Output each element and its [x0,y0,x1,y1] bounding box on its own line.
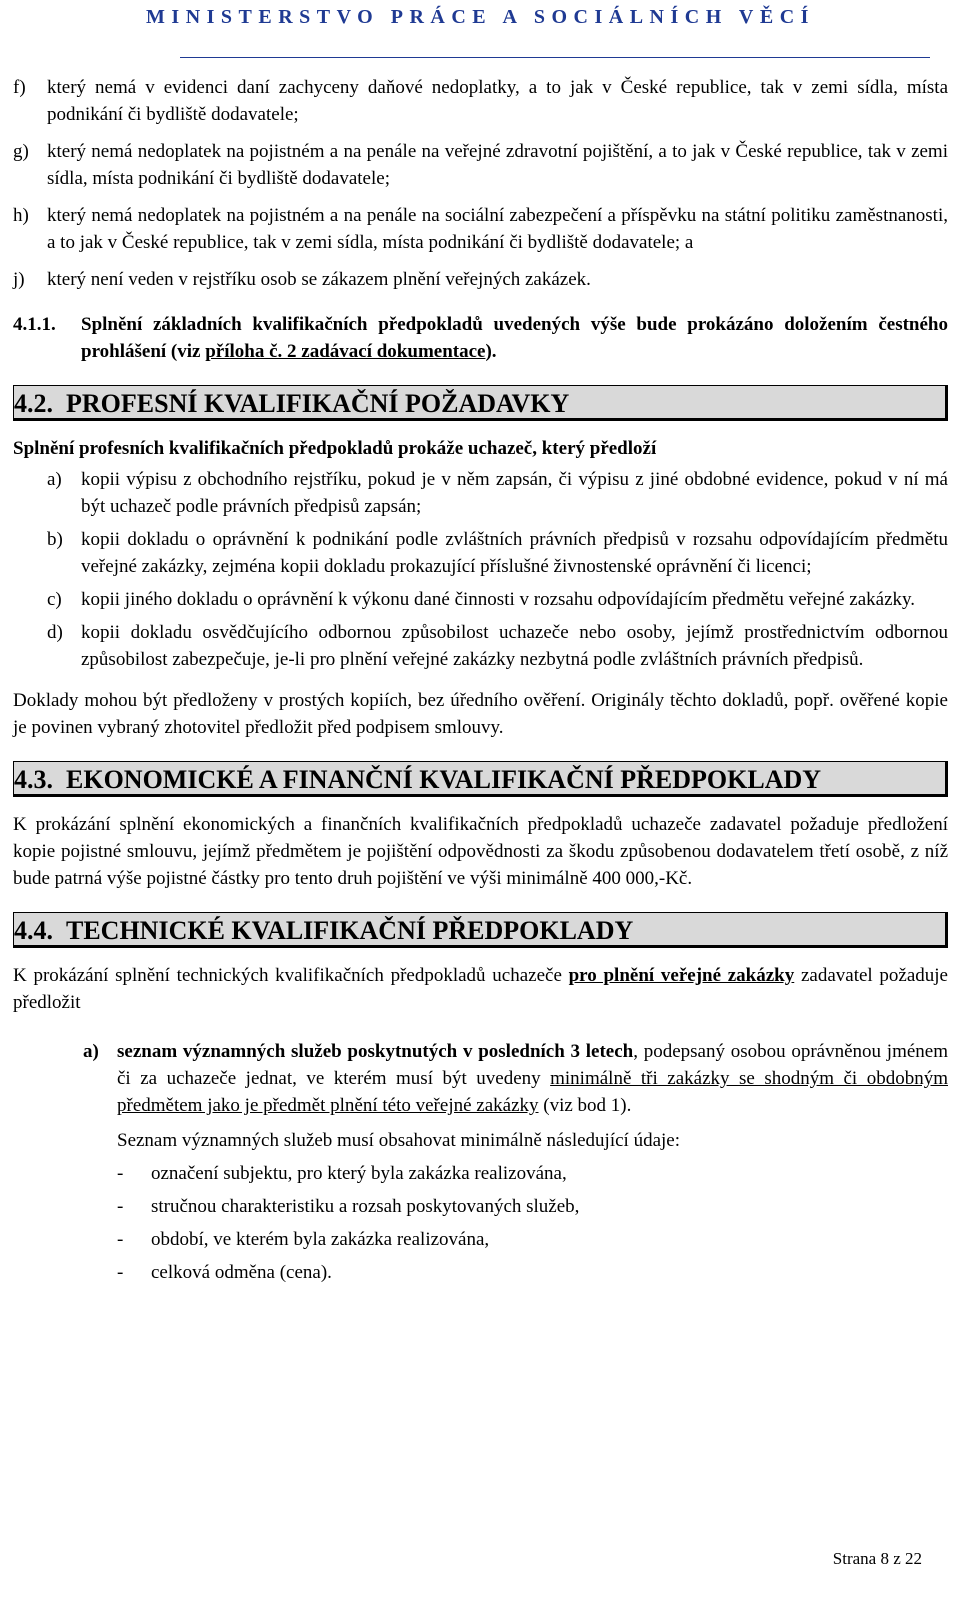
professional-list [47,466,948,673]
list-item: h) který nemá nedoplatek na pojistném a na penále na sociální zabezpečení a příspěvku na státní politiku zaměstnanosti, a to jak v České republice, tak v zemi sídla, místa podnikání či bydliště dodavatele; a [13,205,948,253]
technical-item: a) seznam významných služeb poskytnutých v posledních 3 letech, podepsaný osobou oprávněnou jménem či za uchazeče jednat, ve kterém musí být uvedeny minimálně tři zakázky se shodným či obdobným předmětem jako je předmět plnění této veřejné zakázky (viz bod 1). [83,1041,948,1116]
dash-list [117,1160,948,1286]
page-number: Strana 8 z 22 [832,1549,922,1568]
section-heading-4-3: 4.3. EKONOMICKÉ A FINANČNÍ KVALIFIKAČNÍ PŘEDPOKLADY [13,761,948,797]
list-item: - stručnou charakteristiku a rozsah poskytovaných služeb, [117,1196,580,1217]
list-item: g) který nemá nedoplatek na pojistném a na penále na veřejné zdravotní pojištění, a to jak v České republice, tak v zemi sídla, místa podnikání či bydliště dodavatele; [13,141,948,189]
list-item: c) kopii jiného dokladu o oprávnění k výkonu dané činnosti v rozsahu odpovídajícím předmětu veřejné zakázky. [47,589,916,610]
economic-paragraph: K prokázání splnění ekonomických a finančních kvalifikačních předpokladů uchazeče zadavatel požaduje předložení kopie pojistné smlouvu, jejímž předmětem je pojištění odpovědnosti za škodu způsobenou dodavatelem třetí osobě, z níž bude patrná výše pojistné částky pro tento druh pojištění ve výši minimálně 400 000,-Kč. [13,814,948,889]
note-paragraph: Doklady mohou být předloženy v prostých kopiích, bez úředního ověření. Originály těchto dokladů, popř. ověřené kopie je povinen vybraný zhotovitel předložit před podpisem smlouvy. [13,690,948,738]
list-item: a) kopii výpisu z obchodního rejstříku, pokud je v něm zapsán, či výpisu z jiné obdobné evidence, pokud v ní má být uchazeč podle právních předpisů zapsán; [47,469,948,517]
section-heading-4-4: 4.4. TECHNICKÉ KVALIFIKAČNÍ PŘEDPOKLADY [13,912,948,948]
section-heading-4-2: 4.2. PROFESNÍ KVALIFIKAČNÍ POŽADAVKY [13,385,948,421]
technical-lead: K prokázání splnění technických kvalifikačních předpokladů uchazeče pro plnění veřejné zakázky zadavatel požaduje předložit [13,965,948,1013]
criteria-list [13,74,948,293]
list-item: j) který není veden v rejstříku osob se zákazem plnění veřejných zakázek. [13,269,591,290]
list-item: b) kopii dokladu o oprávnění k podnikání podle zvláštních právních předpisů v rozsahu odpovídajícím předmětu veřejné zakázky, zejména kopii dokladu prokazující příslušné živnostenské oprávnění či licenci; [47,529,948,577]
list-item: - období, ve kterém byla zakázka realizována, [117,1229,490,1250]
section-4-1-1: 4.1.1. Splnění základních kvalifikačních předpokladů uvedených výše bude prokázáno doložením čestného prohlášení (viz příloha č. 2 zadávací dokumentace). [13,314,948,362]
attachment-link[interactable]: příloha č. 2 zadávací dokumentace [205,341,486,362]
page-header: MINISTERSTVO PRÁCE A SOCIÁLNÍCH VĚCÍ [146,6,815,28]
list-item: d) kopii dokladu osvědčujícího odbornou způsobilost uchazeče nebo osoby, jejímž prostřednictvím odbornou způsobilost zabezpečuje, je-li pro plnění veřejné zakázky nezbytná podle zvláštních právních předpisů. [47,622,948,670]
section-lead: Splnění profesních kvalifikačních předpokladů prokáže uchazeč, který předloží [13,438,657,459]
list-item: - celková odměna (cena). [117,1262,332,1283]
document-page [13,0,948,1286]
list-item: - označení subjektu, pro který byla zakázka realizována, [117,1163,567,1184]
sub-lead: Seznam významných služeb musí obsahovat minimálně následující údaje: [117,1130,680,1151]
list-item: f) který nemá v evidenci daní zachyceny daňové nedoplatky, a to jak v České republice, tak v zemi sídla, místa podnikání či bydliště dodavatele; [13,77,948,125]
